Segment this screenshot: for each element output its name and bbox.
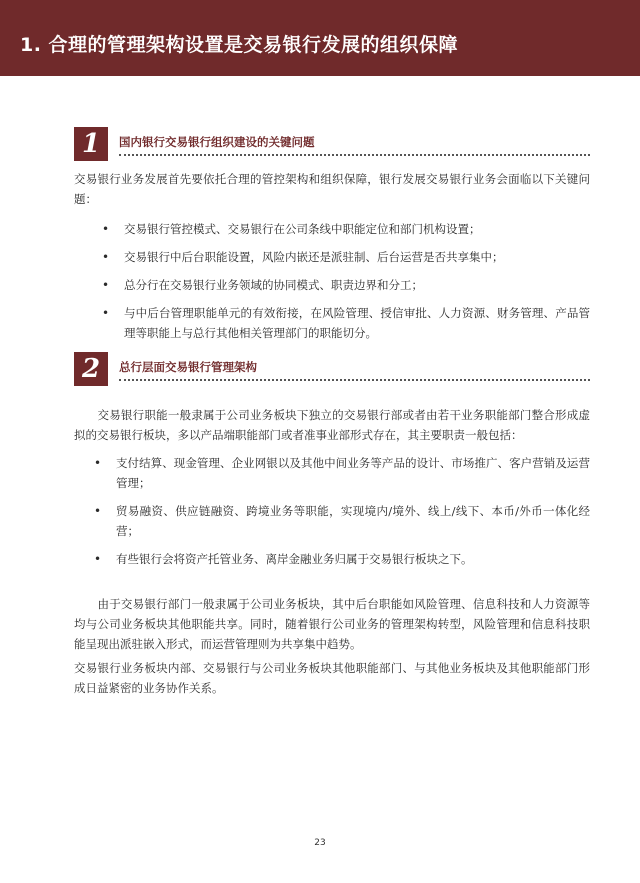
list-item-text: 交易银行中后台职能设置，风险内嵌还是派驻制、后台运营是否共享集中； (124, 250, 504, 264)
bullet-icon: • (94, 504, 102, 518)
section-2 (74, 352, 590, 698)
bullet-icon: • (94, 552, 102, 566)
list-item-text: 支付结算、现金管理、企业网银以及其他中间业务等产品的设计、市场推广、客户营销及运营管理； (116, 456, 590, 490)
section-2-dotted-rule (119, 379, 590, 381)
list-item (96, 247, 590, 267)
section-1-heading (74, 127, 590, 165)
bullet-icon: • (102, 278, 110, 292)
bullet-icon: • (94, 456, 102, 470)
header-banner (0, 0, 640, 76)
section-1-number-badge: 1 (74, 127, 108, 161)
list-item-text: 与中后台管理职能单元的有效衔接，在风险管理、授信审批、人力资源、财务管理、产品管理等职能上与总行其他相关管理部门的职能切分。 (124, 306, 590, 340)
section-2-intro: 交易银行职能一般隶属于公司业务板块下独立的交易银行部或者由若干业务职能部门整合形成虚拟的交易银行板块，多以产品端职能部门或者准事业部形式存在，其主要职责一般包括： (74, 408, 590, 442)
section-2-title: 总行层面交易银行管理架构 (119, 360, 257, 374)
section-2-number-badge: 2 (74, 352, 108, 386)
list-item (88, 501, 590, 541)
list-item-text: 交易银行管控模式、交易银行在公司条线中职能定位和部门机构设置； (124, 222, 481, 236)
bullet-icon: • (102, 250, 110, 264)
section-2-paragraph-3: 交易银行业务板块内部、交易银行与公司业务板块其他职能部门、与其他业务板块及其他职能部门形成日益紧密的业务协作关系。 (74, 661, 590, 695)
list-item (96, 219, 590, 239)
list-item (96, 303, 590, 343)
section-2-paragraph-2: 由于交易银行部门一般隶属于公司业务板块，其中后台职能如风险管理、信息科技和人力资源等均与公司业务板块其他职能共享。同时，随着银行公司业务的管理架构转型，风险管理和信息科技职能呈现出派驻嵌入形式，而运营管理则为共享集中趋势。 (74, 597, 590, 651)
list-item (96, 275, 590, 295)
section-1 (74, 127, 590, 343)
list-item-text: 贸易融资、供应链融资、跨境业务等职能，实现境内/境外、线上/线下、本币/外币一体化经营； (116, 504, 590, 538)
section-2-bullet-list (74, 453, 590, 569)
list-item-text: 总分行在交易银行业务领域的协同模式、职责边界和分工； (124, 278, 423, 292)
section-2-heading (74, 352, 590, 390)
bullet-icon: • (102, 306, 110, 320)
section-1-intro: 交易银行业务发展首先要依托合理的管控架构和组织保障，银行发展交易银行业务会面临以下关键问题： (74, 172, 590, 206)
list-item (88, 549, 590, 569)
bullet-icon: • (102, 222, 110, 236)
page-number: 23 (314, 838, 326, 848)
list-item-text: 有些银行会将资产托管业务、离岸金融业务归属于交易银行板块之下。 (116, 552, 473, 566)
section-1-dotted-rule (119, 154, 590, 156)
page-title: 1. 合理的管理架构设置是交易银行发展的组织保障 (20, 34, 459, 56)
section-1-bullet-list (74, 219, 590, 343)
section-1-title: 国内银行交易银行组织建设的关键问题 (119, 135, 315, 149)
list-item (88, 453, 590, 493)
